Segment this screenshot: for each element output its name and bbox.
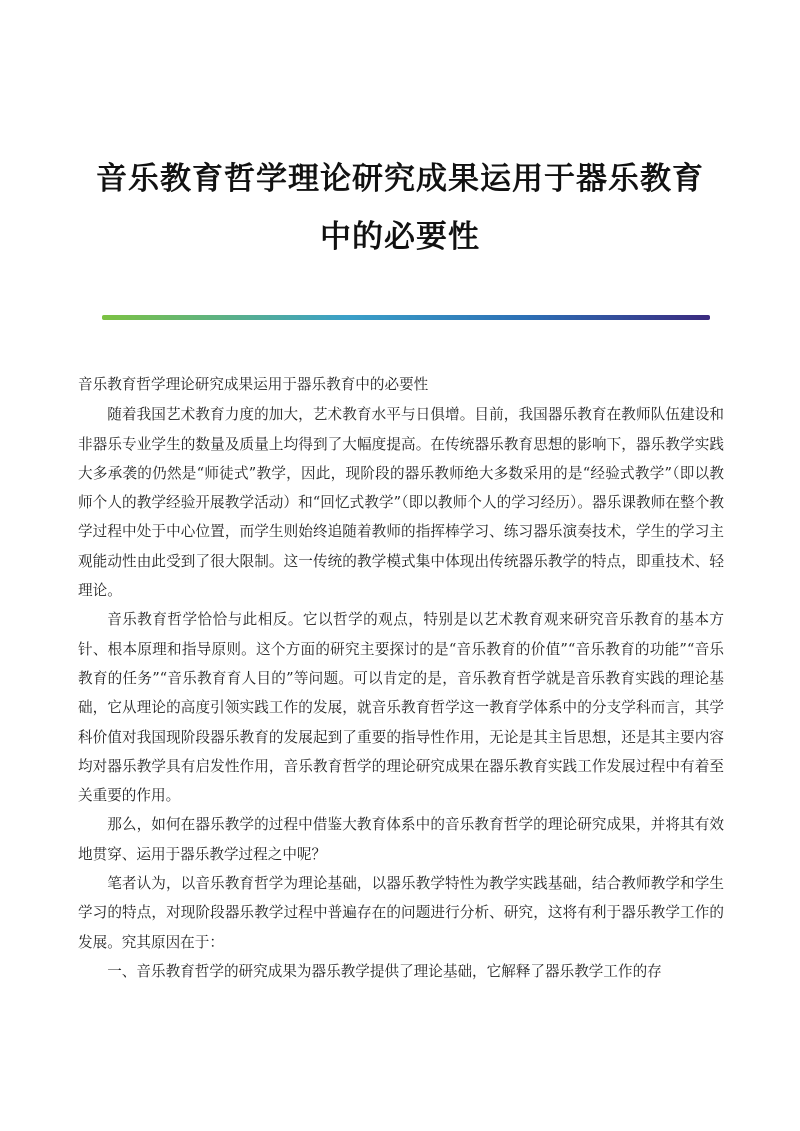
document-title: [60, 150, 740, 266]
paragraph-2: 音乐教育哲学恰恰与此相反。它以哲学的观点，特别是以艺术教育观来研究音乐教育的基本方针、根本原理和指导原则。这个方面的研究主要探讨的是“音乐教育的价值”“音乐教育的功能”“音乐教育的任务”“音乐教育育人目的”等问题。可以肯定的是，音乐教育哲学就是音乐教育实践的理论基础，它从理论的高度引领实践工作的发展，就音乐教育哲学这一教育学体系中的分支学科而言，其学科价值对我国现阶段器乐教育的发展起到了重要的指导性作用，无论是其主旨思想，还是其主要内容均对器乐教学具有启发性作用，音乐教育哲学的理论研究成果在器乐教育实践工作发展过程中有着至关重要的作用。: [78, 611, 724, 805]
paragraph-1: 随着我国艺术教育力度的加大，艺术教育水平与日俱增。目前，我国器乐教育在教师队伍建设和非器乐专业学生的数量及质量上均得到了大幅度提高。在传统器乐教育思想的影响下，器乐教学实践大多承袭的仍然是“师徒式”教学，因此，现阶段的器乐教师绝大多数采用的是“经验式教学”（即以教师个人的教学经验开展教学活动）和“回忆式教学”（即以教师个人的学习经历）。器乐课教师在整个教学过程中处于中心位置，而学生则始终追随着教师的指挥棒学习、练习器乐演奏技术，学生的学习主观能动性由此受到了很大限制。这一传统的教学模式集中体现出传统器乐教学的特点，即重技术、轻理论。: [78, 406, 725, 600]
title-line-1: 音乐教育哲学理论研究成果运用于器乐教育: [96, 161, 704, 197]
document-body: [78, 370, 724, 986]
paragraph-4: 笔者认为，以音乐教育哲学为理论基础，以器乐教学特性为教学实践基础，结合教师教学和学生学习的特点，对现阶段器乐教学过程中普遍存在的问题进行分析、研究，这将有利于器乐教学工作的发展。究其原因在于：: [78, 875, 724, 951]
lead-line: 音乐教育哲学理论研究成果运用于器乐教育中的必要性: [78, 376, 429, 393]
gradient-divider: [102, 315, 710, 320]
paragraph-5: 一、音乐教育哲学的研究成果为器乐教学提供了理论基础，它解释了器乐教学工作的存: [107, 962, 662, 980]
title-line-2: 中的必要性: [320, 219, 480, 255]
paragraph-3: 那么，如何在器乐教学的过程中借鉴大教育体系中的音乐教育哲学的理论研究成果，并将其有效地贯穿、运用于器乐教学过程之中呢？: [78, 816, 724, 863]
